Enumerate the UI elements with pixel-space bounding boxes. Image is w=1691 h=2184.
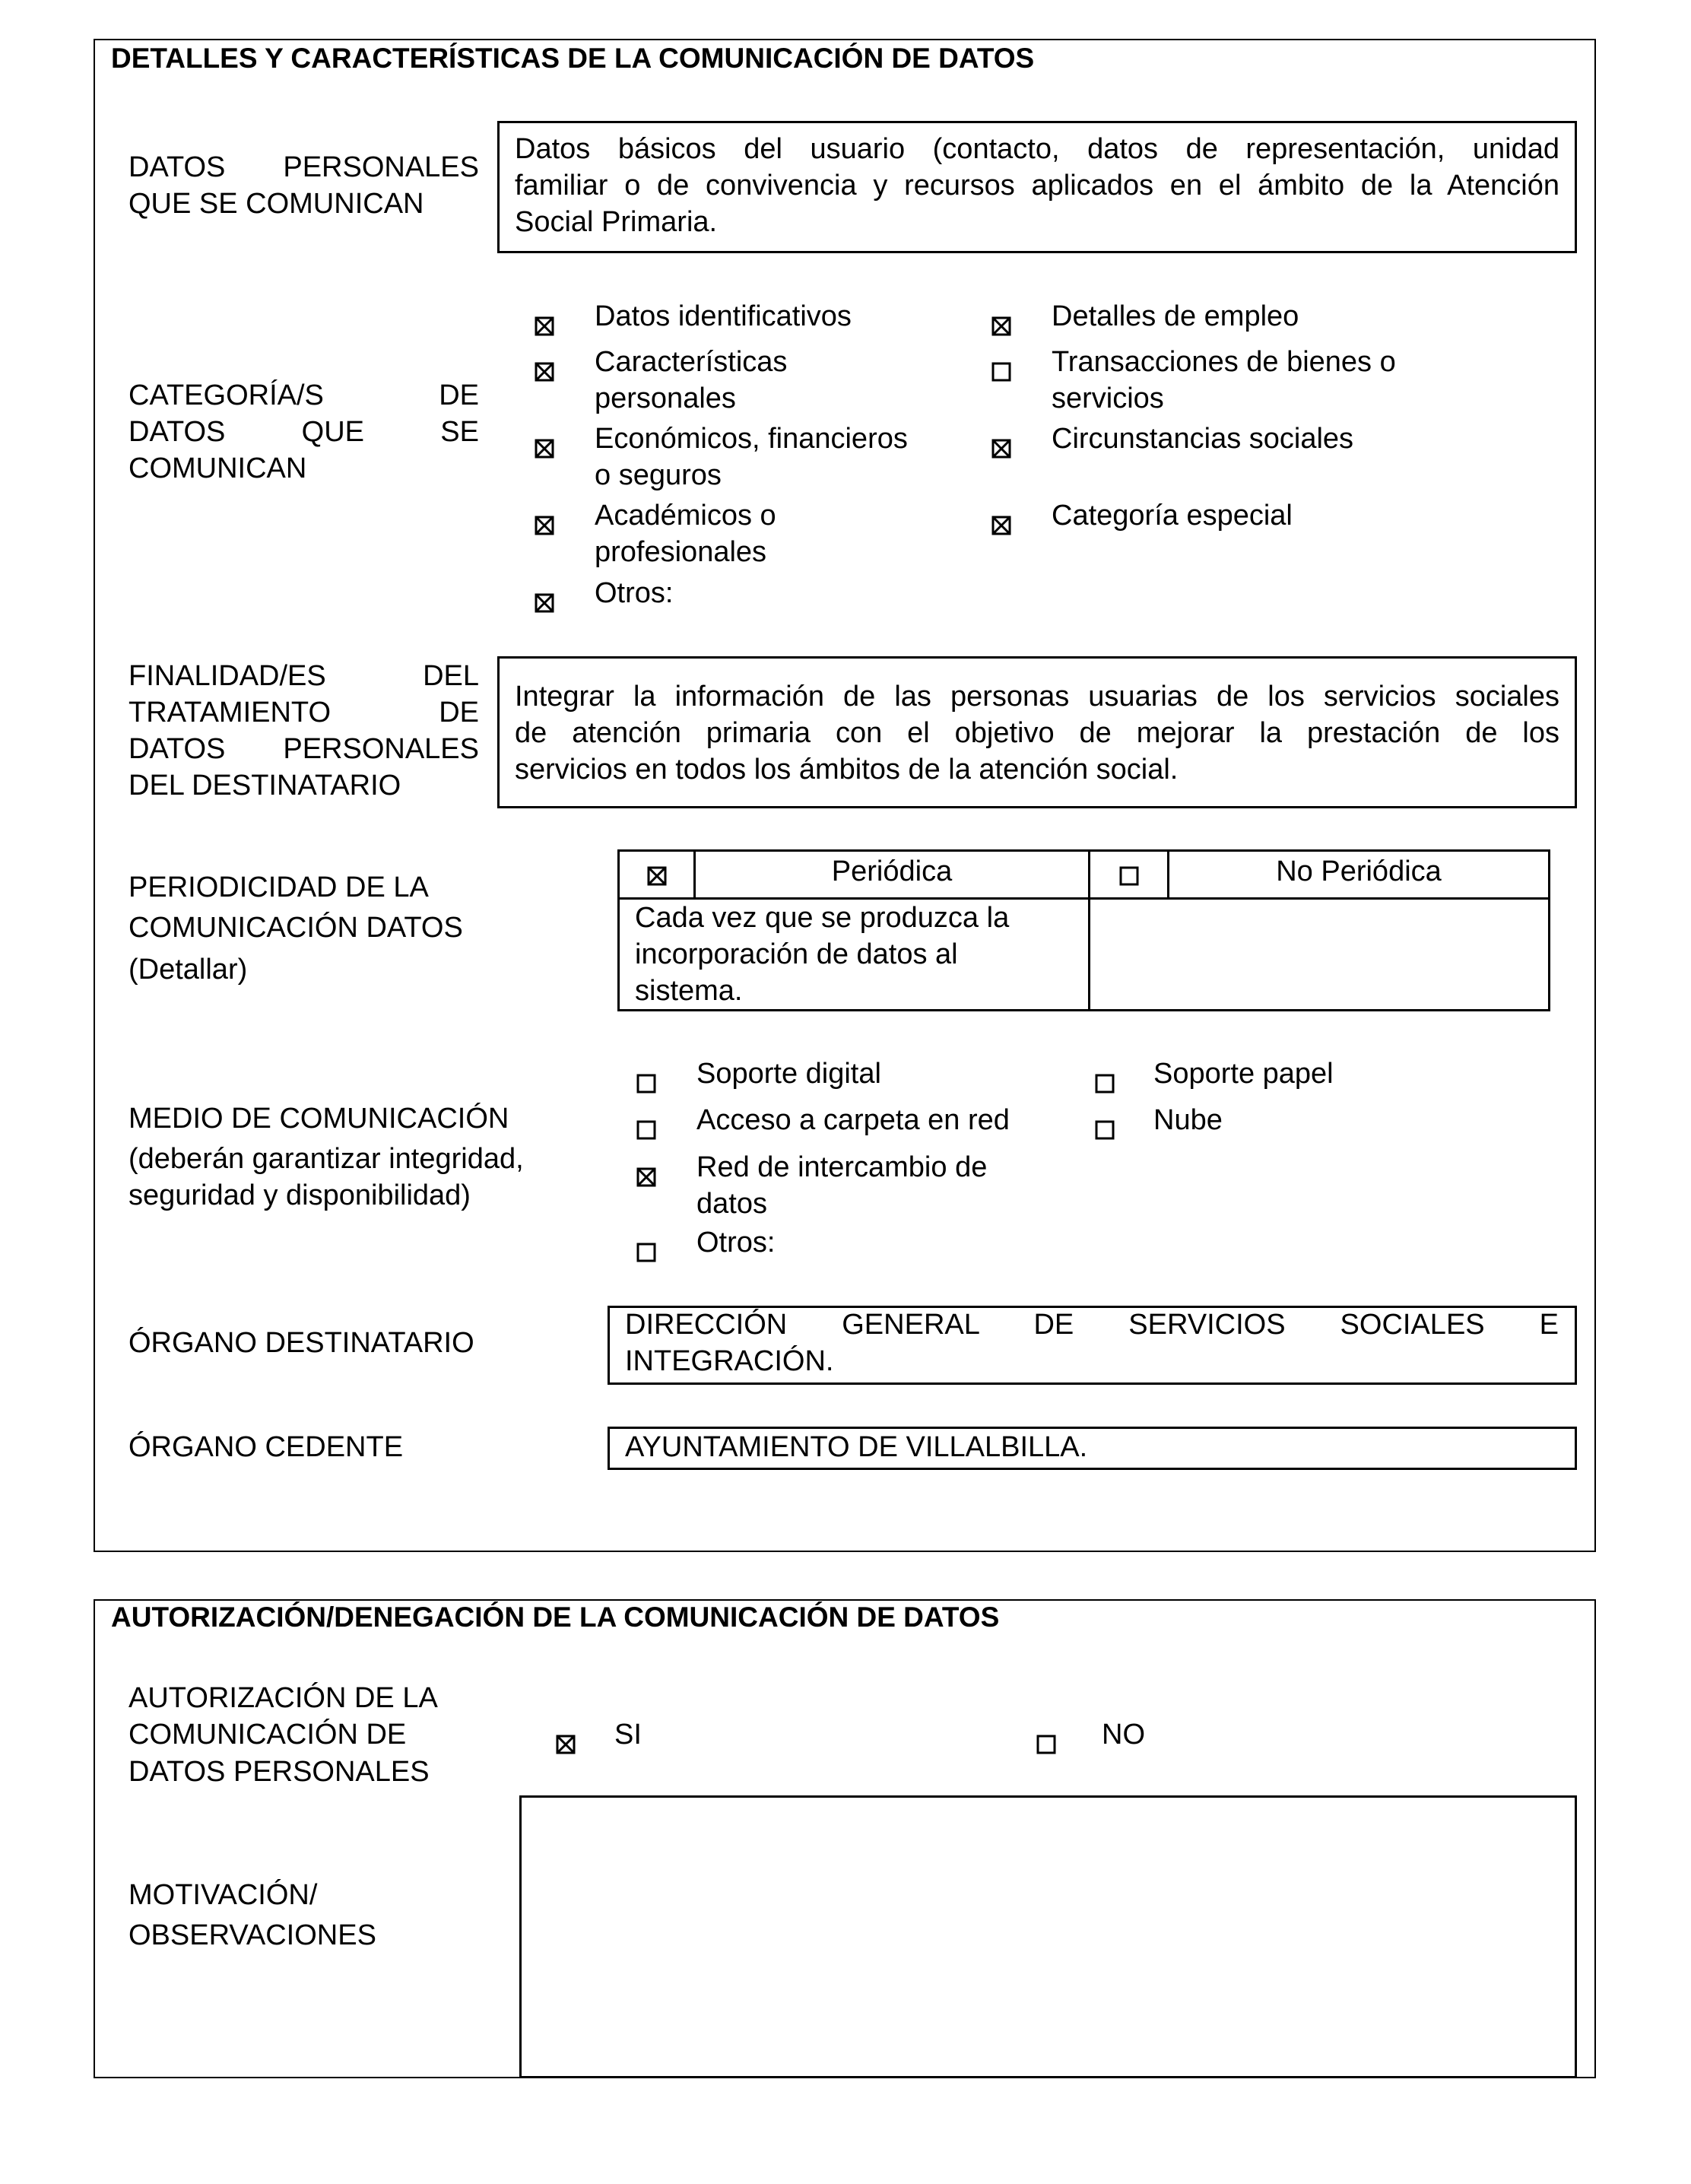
value-line: Social Primaria. <box>515 206 718 238</box>
no-periodica-checkbox[interactable] <box>1119 859 1139 890</box>
option-label: Soporte papel <box>1153 1058 1334 1090</box>
option-checkbox[interactable] <box>535 354 554 374</box>
option-checkbox[interactable] <box>1095 1066 1115 1086</box>
autorizacion-label-line: AUTORIZACIÓN DE LA <box>128 1682 438 1714</box>
organo-destinatario-label: ÓRGANO DESTINATARIO <box>128 1327 474 1359</box>
periodica-header: Periódica <box>695 851 1090 899</box>
detail-line: sistema. <box>635 975 743 1007</box>
option-checkbox[interactable] <box>535 508 554 528</box>
categorias-label-line: COMUNICAN <box>128 452 307 484</box>
value-line: de atención primaria con el objetivo de mejorar la prestación de los <box>515 717 1559 749</box>
organo-destinatario-value <box>625 1306 1559 1379</box>
option-checkbox[interactable] <box>991 309 1011 329</box>
value-line: servicios en todos los ámbitos de la atención social. <box>515 754 1179 786</box>
finalidad-label-line: TRATAMIENTO DE <box>128 697 479 729</box>
no-periodica-detail[interactable] <box>1090 899 1550 1011</box>
option-checkbox[interactable] <box>535 586 554 605</box>
option-label: Académicos o <box>595 500 776 532</box>
section-authorization-title: AUTORIZACIÓN/DENEGACIÓN DE LA COMUNICACIÓN DE DATOS <box>111 1601 1000 1633</box>
option-label: profesionales <box>595 536 767 568</box>
periodicidad-table <box>617 849 1550 1011</box>
option-label: Transacciones de bienes o <box>1052 346 1396 378</box>
option-label: o seguros <box>595 459 722 491</box>
datos-personales-value <box>515 131 1559 240</box>
categorias-label-line: CATEGORÍA/S DE <box>128 379 479 411</box>
medio-label-line: MEDIO DE COMUNICACIÓN <box>128 1103 509 1135</box>
finalidad-label-line: DEL DESTINATARIO <box>128 770 401 802</box>
option-checkbox[interactable] <box>991 431 1011 451</box>
option-label: Acceso a carpeta en red <box>696 1104 1010 1136</box>
option-label: Características <box>595 346 788 378</box>
option-checkbox[interactable] <box>636 1160 656 1179</box>
no-label: NO <box>1102 1719 1145 1751</box>
autorizacion-label-line: COMUNICACIÓN DE <box>128 1719 407 1751</box>
organo-cedente-label: ÓRGANO CEDENTE <box>128 1431 404 1463</box>
value-line: Datos básicos del usuario (contacto, datos de representación, unidad <box>515 133 1559 165</box>
option-checkbox[interactable] <box>535 309 554 329</box>
detail-line: Cada vez que se produzca la <box>635 902 1010 934</box>
periodica-detail[interactable] <box>619 899 1090 1011</box>
option-label: Detalles de empleo <box>1052 300 1299 332</box>
option-label: Económicos, financieros <box>595 423 908 455</box>
section-details-title: DETALLES Y CARACTERÍSTICAS DE LA COMUNICACIÓN DE DATOS <box>111 43 1035 74</box>
organo-cedente-value: AYUNTAMIENTO DE VILLALBILLA. <box>625 1431 1088 1463</box>
value-line: familiar o de convivencia y recursos aplicados en el ámbito de la Atención <box>515 170 1559 202</box>
option-checkbox[interactable] <box>636 1235 656 1255</box>
si-label: SI <box>614 1719 642 1751</box>
option-label: Nube <box>1153 1104 1223 1136</box>
option-label: Categoría especial <box>1052 500 1293 532</box>
value-line: Integrar la información de las personas usuarias de los servicios sociales <box>515 681 1559 713</box>
option-label: Otros: <box>595 577 674 609</box>
periodica-checkbox[interactable] <box>647 859 667 890</box>
periodicidad-label-line: COMUNICACIÓN DATOS <box>128 912 463 944</box>
option-label: personales <box>595 383 736 414</box>
finalidad-value <box>515 678 1559 788</box>
periodica-checkbox-cell[interactable] <box>619 851 695 899</box>
value-line: INTEGRACIÓN. <box>625 1345 834 1377</box>
option-label: datos <box>696 1188 767 1220</box>
categorias-label-line: DATOS QUE SE <box>128 416 479 448</box>
autorizacion-label-line: DATOS PERSONALES <box>128 1756 430 1788</box>
motivacion-label-line: OBSERVACIONES <box>128 1919 376 1951</box>
option-checkbox[interactable] <box>991 508 1011 528</box>
no-periodica-checkbox-cell[interactable] <box>1090 851 1169 899</box>
motivacion-label-line: MOTIVACIÓN/ <box>128 1879 318 1911</box>
datos-personales-label-line: DATOS PERSONALES <box>128 151 479 183</box>
option-label: Red de intercambio de <box>696 1151 988 1183</box>
no-periodica-header: No Periódica <box>1169 851 1550 899</box>
option-checkbox[interactable] <box>636 1113 656 1132</box>
no-checkbox[interactable] <box>1036 1727 1056 1747</box>
option-checkbox[interactable] <box>1095 1113 1115 1132</box>
option-label: Soporte digital <box>696 1058 881 1090</box>
periodicidad-label-line: (Detallar) <box>128 954 248 986</box>
finalidad-label-line: FINALIDAD/ES DEL <box>128 660 479 692</box>
medio-label-line: seguridad y disponibilidad) <box>128 1179 471 1211</box>
si-checkbox[interactable] <box>556 1727 576 1747</box>
detail-line: incorporación de datos al <box>635 938 958 970</box>
option-label: Otros: <box>696 1227 776 1259</box>
option-label: Datos identificativos <box>595 300 852 332</box>
datos-personales-label-line: QUE SE COMUNICAN <box>128 188 424 220</box>
value-line: DIRECCIÓN GENERAL DE SERVICIOS SOCIALES E <box>625 1309 1559 1341</box>
option-checkbox[interactable] <box>636 1066 656 1086</box>
finalidad-label-line: DATOS PERSONALES <box>128 733 479 765</box>
option-label: Circunstancias sociales <box>1052 423 1354 455</box>
option-checkbox[interactable] <box>991 354 1011 374</box>
medio-label-line: (deberán garantizar integridad, <box>128 1143 524 1175</box>
option-checkbox[interactable] <box>535 431 554 451</box>
option-label: servicios <box>1052 383 1164 414</box>
periodicidad-label-line: PERIODICIDAD DE LA <box>128 871 429 903</box>
motivacion-field[interactable] <box>519 1795 1577 2078</box>
